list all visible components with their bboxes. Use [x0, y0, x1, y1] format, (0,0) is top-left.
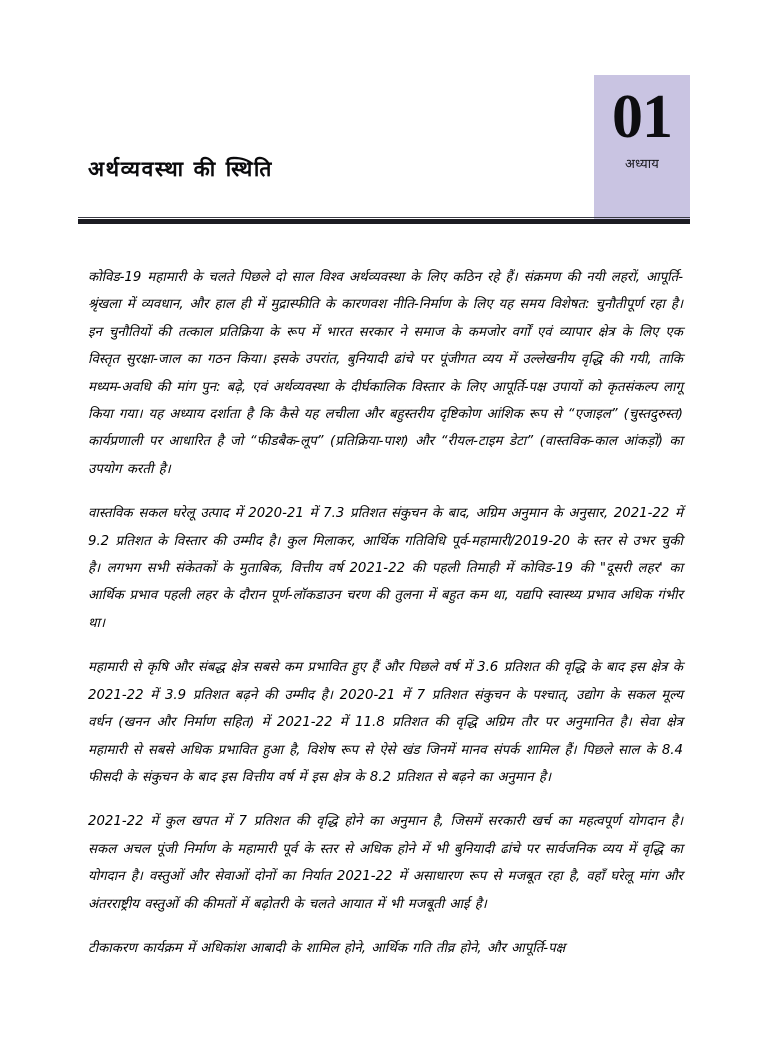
paragraph: वास्तविक सकल घरेलू उत्पाद में 2020-21 में 7.3 प्रतिशत संकुचन के बाद, अग्रिम अनुमान के अनुसार, 2021-22 में 9.2 प्रतिशत के विस्तार की उम्मीद है। कुल मिलाकर, आर्थिक गतिविधि पूर्व-महामारी/2019-20 के स्तर से उभर चुकी है। लगभग सभी संकेतकों के मुताबिक, वित्तीय वर्ष 2021-22 की पहली तिमाही में कोविड-19 की "दूसरी लहर' का आर्थिक प्रभाव पहली लहर के दौरान पूर्ण-लॉकडाउन चरण की तुलना में बहुत कम था, यद्यपि स्वास्थ्य प्रभाव अधिक गंभीर था। — [88, 506, 683, 631]
chapter-number: 01 — [612, 83, 672, 151]
body-copy — [88, 264, 683, 962]
chapter-label: अध्याय — [624, 156, 660, 172]
paragraph: टीकाकरण कार्यक्रम में अधिकांश आबादी के शामिल होने, आर्थिक गति तीव्र होने, और आपूर्ति-पक्ष — [88, 940, 566, 956]
paragraph: 2021-22 में कुल खपत में 7 प्रतिशत की वृद्धि होने का अनुमान है, जिसमें सरकारी खर्च का महत्वपूर्ण योगदान है। सकल अचल पूंजी निर्माण के महामारी पूर्व के स्तर से अधिक होने में भी बुनियादी ढांचे पर सार्वजनिक व्यय में वृद्धि का योगदान है। वस्तुओं और सेवाओं दोनों का निर्यात 2021-22 में असाधारण रूप से मजबूत रहा है, वहाँ घरेलू मांग और अंतरराष्ट्रीय वस्तुओं की कीमतों में बढ़ोतरी के चलते आयात में भी मजबूती आई है। — [88, 814, 683, 912]
paragraph: महामारी से कृषि और संबद्ध क्षेत्र सबसे कम प्रभावित हुए हैं और पिछले वर्ष में 3.6 प्रतिशत की वृद्धि के बाद इस क्षेत्र के 2021-22 में 3.9 प्रतिशत बढ़ने की उम्मीद है। 2020-21 में 7 प्रतिशत संकुचन के पश्चात्, उद्योग के सकल मूल्य वर्धन (खनन और निर्माण सहित) में 2021-22 में 11.8 प्रतिशत की वृद्धि अग्रिम तौर पर अनुमानित है। सेवा क्षेत्र महामारी से सबसे अधिक प्रभावित हुआ है, विशेष रूप से ऐसे खंड जिनमें मानव संपर्क शामिल हैं। पिछले साल के 8.4 फीसदी के संकुचन के बाद इस वित्तीय वर्ष में इस क्षेत्र के 8.2 प्रतिशत से बढ़ने का अनुमान है। — [88, 660, 683, 785]
paragraph: कोविड-19 महामारी के चलते पिछले दो साल विश्व अर्थव्यवस्था के लिए कठिन रहे हैं। संक्रमण की नयी लहरों, आपूर्ति-श्रृंखला में व्यवधान, और हाल ही में मुद्रास्फीति के कारणवश नीति-निर्माण के लिए यह समय विशेषत: चुनौतीपूर्ण रहा है। इन चुनौतियों की तत्काल प्रतिक्रिया के रूप में भारत सरकार ने समाज के कमजोर वर्गों एवं व्यापार क्षेत्र के लिए एक विस्तृत सुरक्षा-जाल का गठन किया। इसके उपरांत, बुनियादी ढांचे पर पूंजीगत व्यय में उल्लेखनीय वृद्धि की गयी, ताकि मध्यम-अवधि की मांग पुन: बढ़े, एवं अर्थव्यवस्था के दीर्घकालिक विस्तार के लिए आपूर्ति-पक्ष उपायों को कृतसंकल्प लागू किया गया। यह अध्याय दर्शाता है कि कैसे यह लचीला और बहुस्तरीय दृष्टिकोण आंशिक रूप से “एजाइल” (चुस्तदुरुस्त) कार्यप्रणाली पर आधारित है जो “फीडबैक-लूप” (प्रतिक्रिया-पाश) और “रीयल-टाइम डेटा” (वास्तविक-काल आंकड़ों) का उपयोग करती है। — [88, 270, 683, 477]
header-rule-highlight — [78, 217, 690, 218]
chapter-header — [0, 0, 768, 232]
chapter-badge — [594, 75, 690, 222]
page-title: अर्थव्यवस्था की स्थिति — [88, 157, 273, 182]
header-rule — [78, 219, 690, 224]
